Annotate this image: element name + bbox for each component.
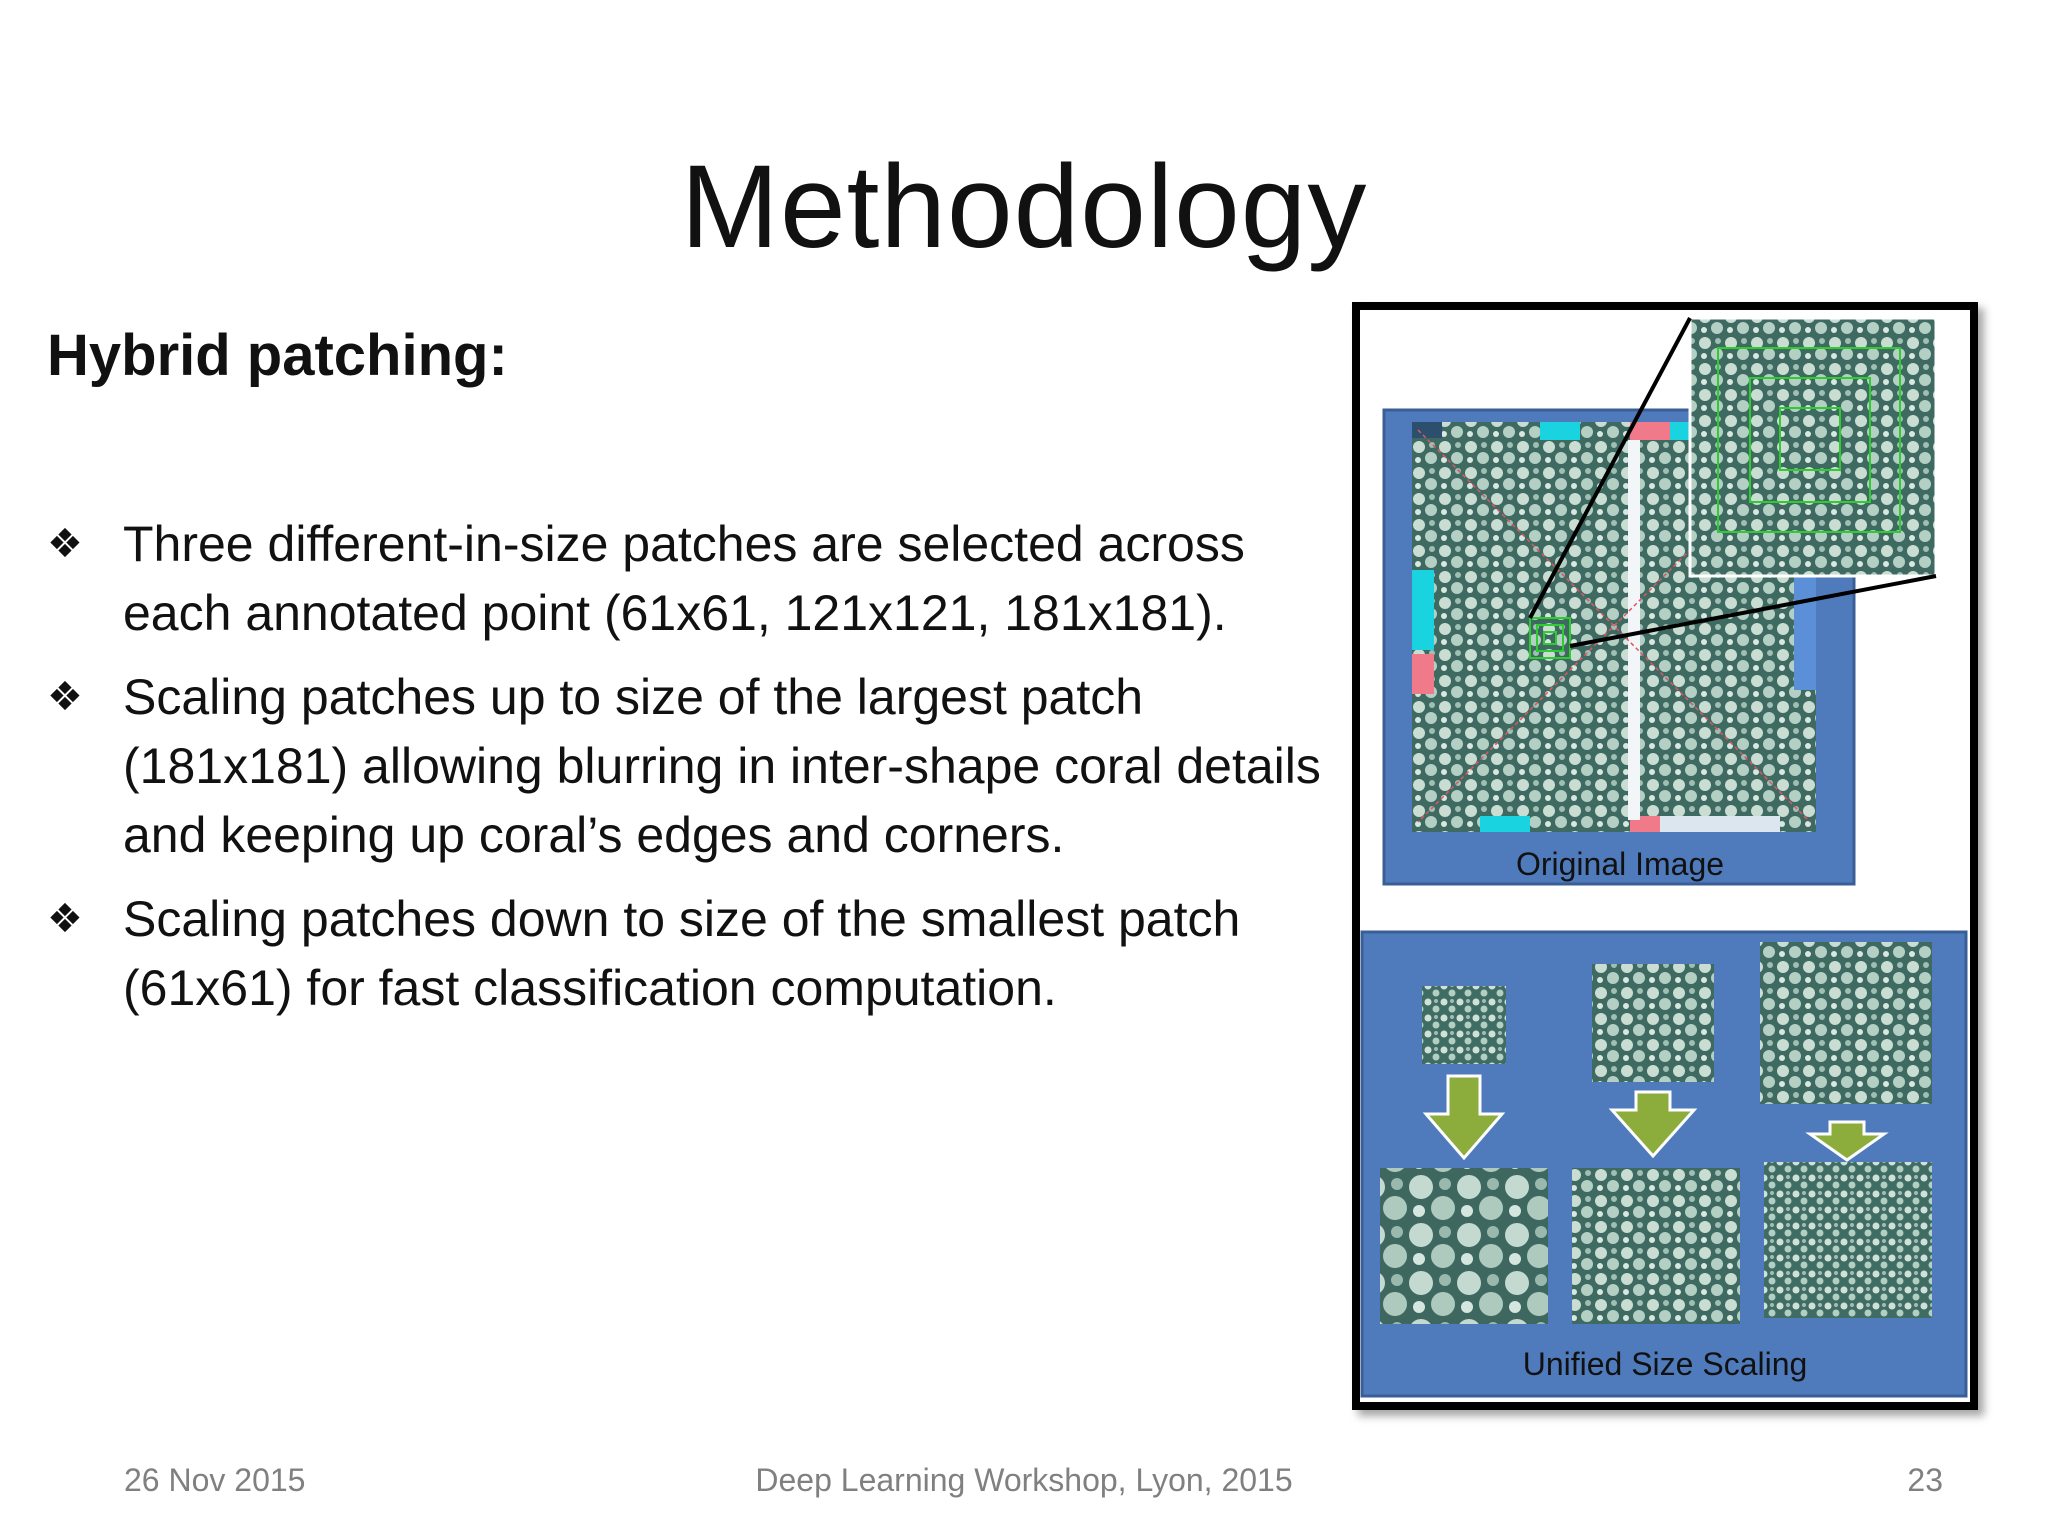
bullet-item — [47, 663, 1327, 870]
hybrid-patching-figure — [1352, 302, 1978, 1410]
frame-marker — [1630, 422, 1670, 440]
bullet-list — [47, 510, 1327, 1038]
frame-marker — [1794, 570, 1816, 690]
frame-marker — [1480, 816, 1530, 832]
unified-size-scaling-label: Unified Size Scaling — [1522, 1346, 1808, 1382]
frame-marker — [1540, 422, 1580, 440]
section-subheading: Hybrid patching: — [47, 323, 508, 388]
frame-marker — [1660, 816, 1780, 832]
diamond-bullet-icon: ❖ — [47, 897, 83, 941]
patch-medium — [1592, 964, 1714, 1082]
bullet-text: Scaling patches down to size of the smallest patch (61x61) for fast classification computation. — [123, 891, 1241, 1016]
slide-title: Methodology — [680, 141, 1368, 273]
bullet-item — [47, 510, 1327, 648]
footer-event: Deep Learning Workshop, Lyon, 2015 — [755, 1462, 1293, 1498]
frame-marker — [1412, 610, 1434, 650]
patch-large — [1760, 942, 1932, 1104]
frame-marker — [1412, 570, 1434, 610]
scaled-patch-blurred — [1380, 1168, 1548, 1324]
transect-tape — [1628, 440, 1640, 820]
scaled-patch-large — [1764, 1162, 1932, 1318]
bullet-item — [47, 885, 1327, 1023]
bullet-text: Scaling patches up to size of the largest patch (181x181) allowing blurring in inter-shape coral details and keeping up coral’s edges and corners. — [123, 669, 1321, 863]
frame-marker — [1412, 422, 1442, 438]
frame-marker — [1412, 654, 1434, 694]
bullet-text: Three different-in-size patches are selected across each annotated point (61x61, 121x121, 181x181). — [123, 516, 1245, 641]
patch-small — [1422, 986, 1506, 1064]
scaled-patch-medium — [1572, 1168, 1740, 1324]
original-image-label: Original Image — [1515, 846, 1725, 882]
footer-date: 26 Nov 2015 — [124, 1462, 306, 1498]
diamond-bullet-icon: ❖ — [47, 675, 83, 719]
slide-number: 23 — [1907, 1462, 1943, 1498]
diamond-bullet-icon: ❖ — [47, 522, 83, 566]
